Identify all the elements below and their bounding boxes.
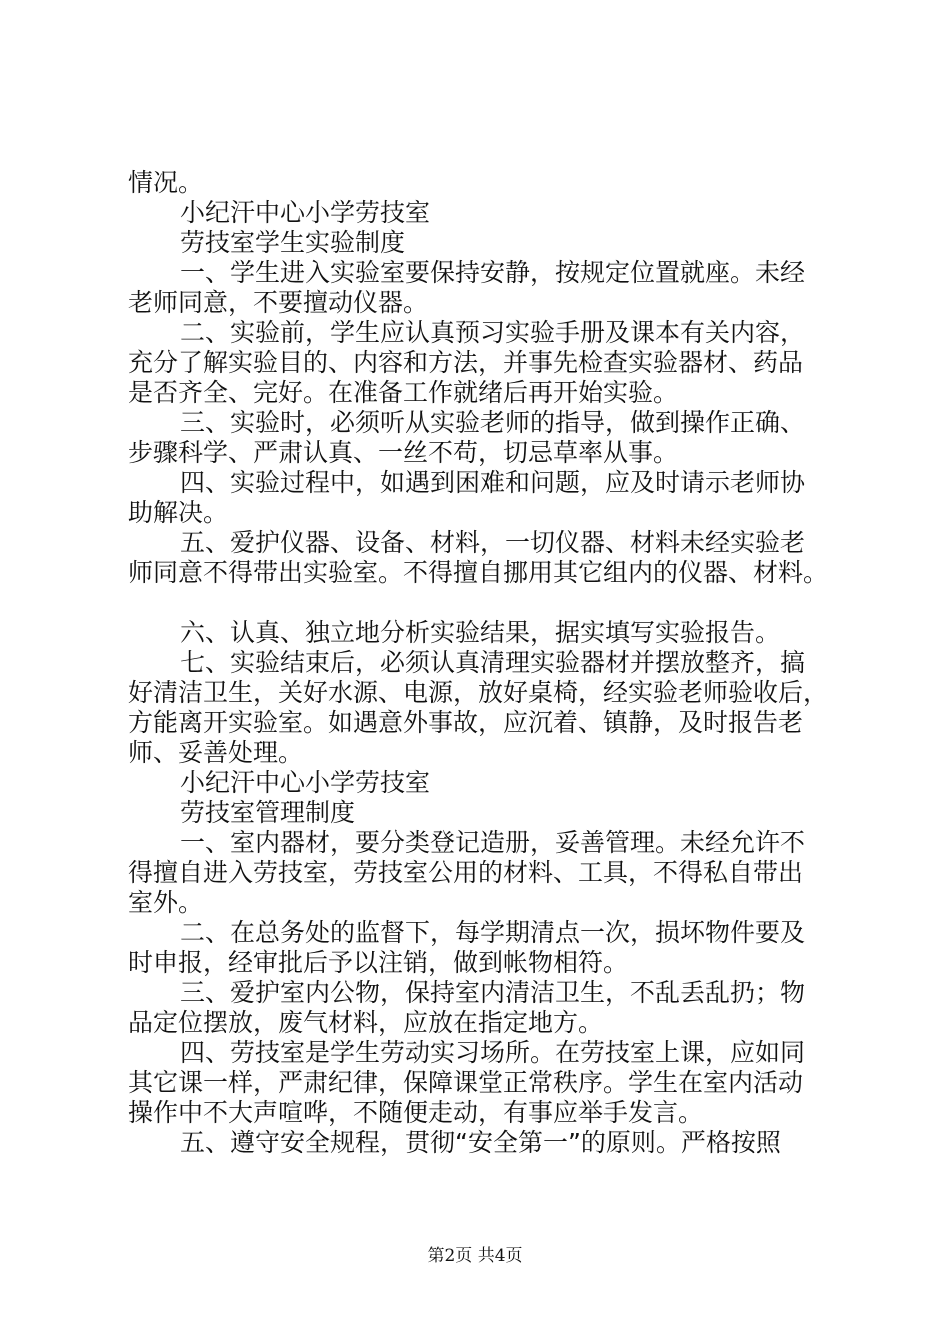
text-line: 五、爱护仪器、设备、材料，一切仪器、材料未经实验老 <box>180 528 806 557</box>
text-line: 助解决。 <box>128 498 229 527</box>
text-line: 一、室内器材，要分类登记造册，妥善管理。未经允许不 <box>180 828 806 857</box>
text-line: 老师同意，不要擅动仪器。 <box>128 288 429 317</box>
text-line: 三、爱护室内公物，保持室内清洁卫生，不乱丢乱扔；物 <box>180 978 806 1007</box>
text-line: 七、实验结束后，必须认真清理实验器材并摆放整齐，搞 <box>180 648 806 677</box>
text-line: 是否齐全、完好。在准备工作就绪后再开始实验。 <box>128 378 679 407</box>
text-line: 二、在总务处的监督下，每学期清点一次，损坏物件要及 <box>180 918 806 947</box>
text-line: 师、妥善处理。 <box>128 738 304 767</box>
text-line: 情况。 <box>128 168 204 197</box>
text-line-heading: 劳技室管理制度 <box>180 798 356 827</box>
text-line-heading: 小纪汗中心小学劳技室 <box>180 768 431 797</box>
text-line: 六、认真、独立地分析实验结果，据实填写实验报告。 <box>180 618 781 647</box>
text-line: 三、实验时，必须听从实验老师的指导，做到操作正确、 <box>180 408 806 437</box>
text-line: 室外。 <box>128 888 204 917</box>
text-line: 师同意不得带出实验室。不得擅自挪用其它组内的仪器、材料。 <box>128 558 829 587</box>
text-line: 操作中不大声喧哗，不随便走动，有事应举手发言。 <box>128 1098 704 1127</box>
text-line: 其它课一样，严肃纪律，保障课堂正常秩序。学生在室内活动 <box>128 1068 804 1097</box>
text-line: 充分了解实验目的、内容和方法，并事先检查实验器材、药品 <box>128 348 804 377</box>
page-number-footer: 第2页 共4页 <box>427 1246 523 1266</box>
text-line: 时申报，经审批后予以注销，做到帐物相符。 <box>128 948 629 977</box>
text-line: 五、遵守安全规程，贯彻“安全第一”的原则。严格按照 <box>180 1128 781 1157</box>
text-line-heading: 小纪汗中心小学劳技室 <box>180 198 431 227</box>
text-line: 好清洁卫生，关好水源、电源，放好桌椅，经实验老师验收后， <box>128 678 829 707</box>
text-line-heading: 劳技室学生实验制度 <box>180 228 406 257</box>
text-line: 二、实验前，学生应认真预习实验手册及课本有关内容， <box>180 318 806 347</box>
text-line: 得擅自进入劳技室，劳技室公用的材料、工具，不得私自带出 <box>128 858 804 887</box>
text-line: 四、劳技室是学生劳动实习场所。在劳技室上课，应如同 <box>180 1038 806 1067</box>
text-line: 一、学生进入实验室要保持安静，按规定位置就座。未经 <box>180 258 806 287</box>
paragraph-gap <box>128 588 844 618</box>
text-line: 步骤科学、严肃认真、一丝不苟，切忌草率从事。 <box>128 438 679 467</box>
document-body <box>128 168 844 1158</box>
text-line: 方能离开实验室。如遇意外事故，应沉着、镇静，及时报告老 <box>128 708 804 737</box>
text-line: 品定位摆放，废气材料，应放在指定地方。 <box>128 1008 604 1037</box>
text-line: 四、实验过程中，如遇到困难和问题，应及时请示老师协 <box>180 468 806 497</box>
